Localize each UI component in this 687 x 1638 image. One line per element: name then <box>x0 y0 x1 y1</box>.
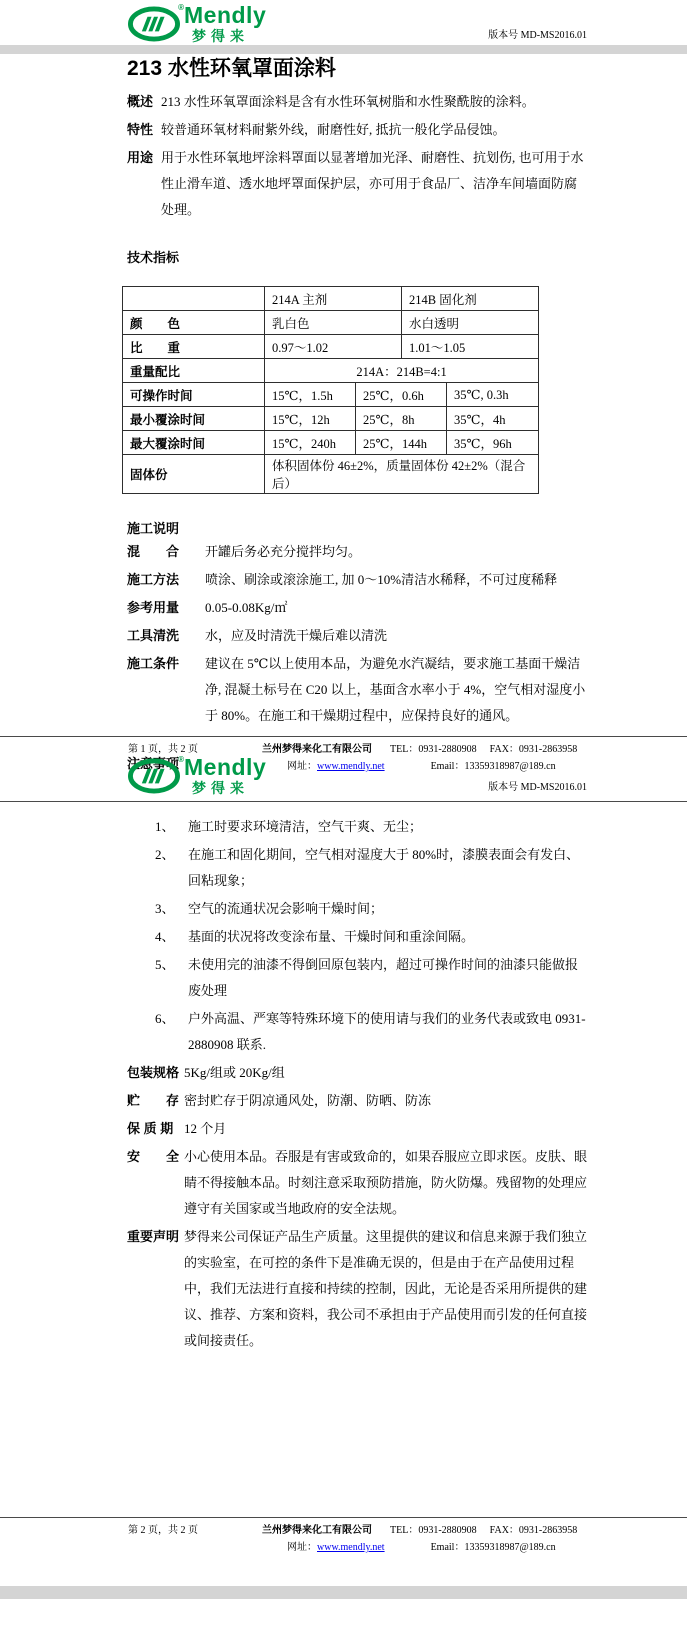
feature-text: 较普通环氧材料耐紫外线，耐磨性好, 抵抗一般化学品侵蚀。 <box>161 122 506 138</box>
table-header-cell: 214B 固化剂 <box>402 287 539 311</box>
cleaning-label: 工具清洗 <box>127 628 180 644</box>
table-corner-cell <box>123 287 265 311</box>
note-item <box>127 814 588 840</box>
cleaning-text: 水，应及时清洗干燥后难以清洗 <box>205 628 388 644</box>
page2-header-rule <box>0 801 687 802</box>
dosage-label: 参考用量 <box>127 600 180 616</box>
construction-header: 施工说明 <box>127 521 180 537</box>
table-cell: 25℃，0.6h <box>356 383 447 407</box>
note-item <box>127 924 588 950</box>
note-number: 2、 <box>155 847 175 862</box>
fax: FAX：0931-2863958 <box>489 1525 578 1536</box>
note-text: 空气的流通状况会影响干燥时间； <box>188 901 384 916</box>
telephone: TEL：0931-2880908 <box>390 1525 477 1536</box>
footer-rule <box>0 1517 687 1518</box>
section-shelf-life <box>127 1116 588 1142</box>
table-cell: 15℃，1.5h <box>265 383 356 407</box>
brand-name: Mendly <box>184 754 267 780</box>
method-text: 喷涂、刷涂或滚涂施工, 加 0～10%清洁水稀释，不可过度稀释 <box>205 572 558 588</box>
note-number: 6、 <box>155 1011 175 1026</box>
table-row-label: 可操作时间 <box>123 383 265 407</box>
email: Email：13359318987@189.cn <box>430 761 556 772</box>
section-overview <box>127 89 588 115</box>
shelf-life-text: 12 个月 <box>184 1121 227 1136</box>
page-edge-band-bottom <box>0 1586 687 1599</box>
mendly-emblem-icon <box>128 754 184 794</box>
note-item <box>127 896 588 922</box>
statement-text: 梦得来公司保证产品生产质量。这里提供的建议和信息来源于我们独立的实验室，在可控的条件下是准确无误的，但是由于在产品使用过程中，我们无法进行直接和持续的控制，因此，无论是否采用所提供的建议、推荐、方案和资料，我公司不承担由于产品使用而引发的任何直接或间接责任。 <box>184 1229 588 1348</box>
table-row <box>123 311 539 335</box>
table-cell: 水白透明 <box>402 311 539 335</box>
section-usage <box>127 145 588 223</box>
company-name: 兰州梦得来化工有限公司 <box>262 1525 372 1536</box>
spec-table <box>122 286 539 494</box>
section-storage <box>127 1088 588 1114</box>
table-cell: 0.97～1.02 <box>265 335 402 359</box>
mendly-logo <box>128 756 266 795</box>
table-cell: 15℃，240h <box>265 431 356 455</box>
overview-text: 213 水性环氧罩面涂料是含有水性环氧树脂和水性聚酰胺的涂料。 <box>161 94 535 110</box>
table-row <box>123 335 539 359</box>
table-row <box>123 431 539 455</box>
note-text: 未使用完的油漆不得倒回原包装内，超过可操作时间的油漆只能做报废处理 <box>188 957 579 998</box>
storage-label: 贮 存 <box>127 1093 180 1108</box>
note-number: 1、 <box>155 819 175 834</box>
section-cleaning <box>127 623 588 649</box>
note-text: 基面的状况将改变涂布量、干燥时间和重涂间隔。 <box>188 929 475 944</box>
brand-name-cn: 梦得来 <box>192 28 249 44</box>
registered-trademark: ® <box>178 754 184 764</box>
page2-header <box>128 756 587 795</box>
packing-text: 5Kg/组或 20Kg/组 <box>184 1065 285 1080</box>
website-link[interactable]: www.mendly.net <box>317 1542 385 1553</box>
page1-header <box>128 4 587 43</box>
table-row-header <box>123 287 539 311</box>
note-number: 3、 <box>155 901 175 916</box>
note-number: 4、 <box>155 929 175 944</box>
shelf-life-label: 保 质 期 <box>127 1121 174 1136</box>
storage-text: 密封贮存于阴凉通风处，防潮、防晒、防冻 <box>184 1093 432 1108</box>
table-cell: 35℃，96h <box>447 431 539 455</box>
page2-content <box>127 812 588 1354</box>
footer-rule <box>0 736 687 737</box>
packing-label: 包装规格 <box>127 1065 180 1080</box>
table-cell: 25℃，8h <box>356 407 447 431</box>
table-row-label: 最小覆涂时间 <box>123 407 265 431</box>
email: Email：13359318987@189.cn <box>430 1542 556 1553</box>
page-edge-band-top <box>0 45 687 54</box>
fax: FAX：0931-2863958 <box>489 744 578 755</box>
table-row-label: 固体份 <box>123 455 265 494</box>
registered-trademark: ® <box>178 2 184 12</box>
website-label: 网址： <box>287 761 317 772</box>
safety-text: 小心使用本品。吞服是有害或致命的，如果吞服应立即求医。皮肤、眼睛不得接触本品。时刻注意采取预防措施，防火防爆。残留物的处理应遵守有关国家或当地政府的安全法规。 <box>184 1149 588 1216</box>
statement-label: 重要声明 <box>127 1229 180 1244</box>
condition-label: 施工条件 <box>127 656 180 672</box>
version-label: 版本号 MD-MS2016.01 <box>488 30 587 41</box>
mix-label: 混 合 <box>127 544 180 560</box>
section-feature <box>127 117 588 143</box>
brand-name-cn: 梦得来 <box>192 780 249 796</box>
table-cell: 35℃，4h <box>447 407 539 431</box>
section-statement <box>127 1224 588 1354</box>
note-text: 在施工和固化期间，空气相对湿度大于 80%时，漆膜表面会有发白、回粘现象； <box>188 847 580 888</box>
table-row-label: 最大覆涂时间 <box>123 431 265 455</box>
tech-spec-header: 技术指标 <box>127 250 180 266</box>
table-header-cell: 214A 主剂 <box>265 287 402 311</box>
table-row <box>123 383 539 407</box>
section-safety <box>127 1144 588 1222</box>
section-method <box>127 567 588 593</box>
website-label: 网址： <box>287 1542 317 1553</box>
feature-label: 特性 <box>127 122 154 138</box>
table-cell: 体积固体份 46±2%，质量固体份 42±2%（混合后） <box>265 455 539 494</box>
safety-label: 安 全 <box>127 1149 180 1164</box>
section-packing <box>127 1060 588 1086</box>
table-row-label: 比 重 <box>123 335 265 359</box>
overview-label: 概述 <box>127 94 154 110</box>
page-title: 213 水性环氧罩面涂料 <box>127 57 336 80</box>
table-cell: 214A：214B=4:1 <box>265 359 539 383</box>
table-cell: 15℃，12h <box>265 407 356 431</box>
table-cell: 1.01～1.05 <box>402 335 539 359</box>
page1-content <box>127 56 588 772</box>
condition-text: 建议在 5℃以上使用本品，为避免水汽凝结，要求施工基面干燥洁净, 混凝土标号在 C20 以上，基面含水率小于 4%，空气相对湿度小于 80%。在施工和干燥期过程中，应保持良好的通风。 <box>205 656 586 724</box>
note-item <box>127 1006 588 1058</box>
usage-text: 用于水性环氧地坪涂料罩面以显著增加光泽、耐磨性、抗划伤, 也可用于水性止滑车道、透水地坪罩面保护层，亦可用于食品厂、洁净车间墙面防腐处理。 <box>161 150 584 218</box>
mendly-emblem-icon <box>128 2 184 42</box>
table-row-label: 颜 色 <box>123 311 265 335</box>
mix-text: 开罐后务必充分搅拌均匀。 <box>205 544 362 560</box>
telephone: TEL：0931-2880908 <box>390 744 477 755</box>
table-row <box>123 407 539 431</box>
note-item <box>127 952 588 1004</box>
page-number: 第 2 页，共 2 页 <box>128 1525 198 1536</box>
brand-name: Mendly <box>184 2 267 28</box>
table-row <box>123 455 539 494</box>
version-label: 版本号 MD-MS2016.01 <box>488 782 587 793</box>
usage-label: 用途 <box>127 150 154 166</box>
method-label: 施工方法 <box>127 572 180 588</box>
note-text: 户外高温、严寒等特殊环境下的使用请与我们的业务代表或致电 0931-2880908 联系. <box>188 1011 586 1052</box>
company-name: 兰州梦得来化工有限公司 <box>262 744 372 755</box>
notes-header: 注意事项 <box>127 756 180 772</box>
website-link[interactable]: www.mendly.net <box>317 761 385 772</box>
mendly-logo <box>128 4 266 43</box>
note-number: 5、 <box>155 957 175 972</box>
note-item <box>127 842 588 894</box>
page2-footer <box>0 1517 687 1553</box>
section-mix <box>127 539 588 565</box>
table-cell: 25℃，144h <box>356 431 447 455</box>
section-condition <box>127 651 588 729</box>
dosage-text: 0.05-0.08Kg/㎡ <box>205 600 288 616</box>
table-row <box>123 359 539 383</box>
section-dosage <box>127 595 588 621</box>
note-text: 施工时要求环境清洁，空气干爽、无尘； <box>188 819 423 834</box>
table-row-label: 重量配比 <box>123 359 265 383</box>
table-cell: 35℃, 0.3h <box>447 383 539 407</box>
page-number: 第 1 页，共 2 页 <box>128 744 198 755</box>
table-cell: 乳白色 <box>265 311 402 335</box>
